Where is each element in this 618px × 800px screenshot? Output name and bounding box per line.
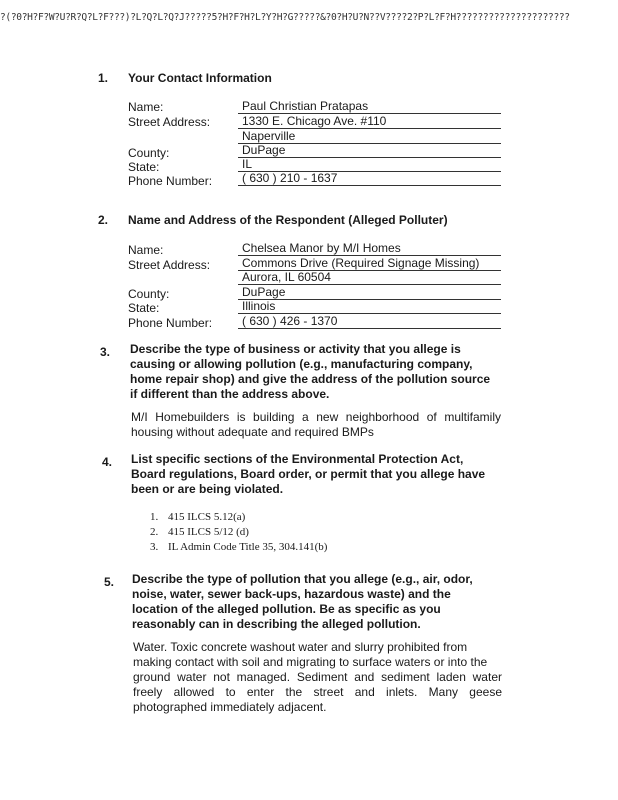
violation-item: 1. 415 ILCS 5.12(a) [150, 511, 246, 523]
contact-street-field[interactable]: 1330 E. Chicago Ave. #110 [238, 114, 501, 129]
section-3-title [130, 342, 490, 402]
answer-line: photographed immediately adjacent. [133, 700, 327, 714]
respondent-city-field[interactable]: Aurora, IL 60504 [238, 270, 501, 285]
respondent-phone-field[interactable]: ( 630 ) 426 - 1370 [238, 314, 501, 329]
respondent-state-label: State: [128, 301, 160, 315]
respondent-street-field[interactable]: Commons Drive (Required Signage Missing) [238, 256, 501, 271]
section-2-title: Name and Address of the Respondent (Alleged Polluter) [128, 213, 448, 227]
contact-name-field[interactable]: Paul Christian Pratapas [238, 99, 501, 114]
respondent-street-label: Street Address: [128, 258, 211, 272]
violation-item: 3. IL Admin Code Title 35, 304.141(b) [150, 541, 328, 553]
section-4-title-line: Board regulations, Board order, or permit that you allege have [131, 467, 486, 481]
answer-line: making contact with soil and migrating to surface waters or into the [133, 655, 488, 669]
respondent-state-field[interactable]: Illinois [238, 299, 501, 314]
violation-item: 2. 415 ILCS 5/12 (d) [150, 526, 249, 538]
section-5-title-line: reasonably can in describing the alleged pollution. [132, 617, 421, 631]
violation-list [150, 510, 327, 555]
section-1-number: 1. [98, 71, 109, 85]
contact-city-field[interactable]: Naperville [238, 129, 501, 144]
contact-county-field[interactable]: DuPage [238, 143, 501, 158]
answer-line: housing without adequate and required BMPs [131, 425, 374, 439]
answer-line: freely allowed to enter the street and inlets. Many geese [133, 685, 502, 699]
name-label: Name: [128, 100, 164, 114]
section-5-title-line: noise, water, sewer back-ups, hazardous waste) and the [132, 587, 451, 601]
contact-phone-field[interactable]: ( 630 ) 210 - 1637 [238, 171, 501, 186]
section-5-title-line: location of the alleged pollution. Be as specific as you [132, 602, 441, 616]
section-3-title-line: Describe the type of business or activity that you allege is [130, 342, 461, 356]
respondent-name-field[interactable]: Chelsea Manor by M/I Homes [238, 241, 501, 256]
phone-label: Phone Number: [128, 174, 213, 188]
section-3-title-line: if different than the address above. [130, 387, 330, 401]
section-3-number: 3. [100, 345, 111, 359]
section-1-title: Your Contact Information [128, 71, 272, 85]
answer-line: ground water not managed. Sediment and sediment laden water [133, 670, 502, 684]
section-5-title-line: Describe the type of pollution that you allege (e.g., air, odor, [132, 572, 473, 586]
respondent-name-label: Name: [128, 243, 164, 257]
respondent-county-label: County: [128, 287, 170, 301]
section-4-title-line: List specific sections of the Environmental Protection Act, [131, 452, 464, 466]
street-address-label: Street Address: [128, 115, 211, 129]
section-5-number: 5. [104, 575, 115, 589]
section-4-number: 4. [102, 455, 113, 469]
section-3-title-line: home repair shop) and give the address of the pollution source [130, 372, 491, 386]
section-5-answer [133, 640, 502, 715]
section-3-answer [131, 410, 501, 440]
contact-state-field[interactable]: IL [238, 157, 501, 172]
county-label: County: [128, 146, 170, 160]
respondent-county-field[interactable]: DuPage [238, 285, 501, 300]
section-4-title-line: been or are being violated. [131, 482, 284, 496]
header-garbled-text: ?(?0?H?F?W?U?R?Q?L?F???)?L?Q?L?Q?J?????5?H?F?H?L?Y?H?G?????&?0?H?U?N??V????2?P?L?F?H????????????????????? [0, 12, 570, 23]
section-5-title [132, 572, 473, 632]
answer-line: Water. Toxic concrete washout water and slurry prohibited from [133, 640, 468, 654]
section-4-title [131, 452, 485, 497]
answer-line: M/I Homebuilders is building a new neighborhood of multifamily [131, 410, 501, 424]
section-2-number: 2. [98, 213, 109, 227]
respondent-phone-label: Phone Number: [128, 316, 213, 330]
state-label: State: [128, 160, 160, 174]
section-3-title-line: causing or allowing pollution (e.g., manufacturing company, [130, 357, 473, 371]
